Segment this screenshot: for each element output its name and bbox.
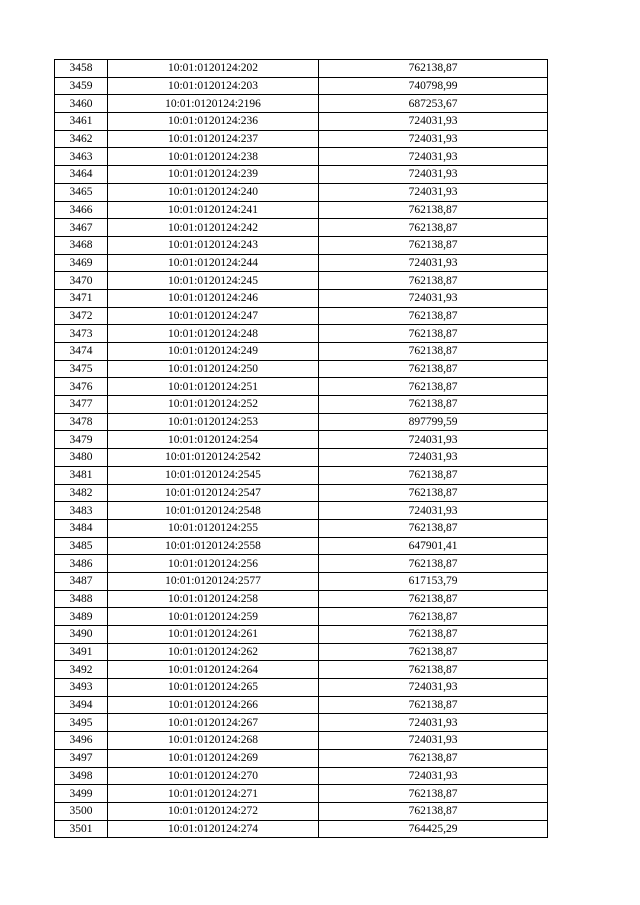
cadastral-number-cell: 10:01:0120124:203 bbox=[108, 77, 319, 95]
cadastral-number-cell: 10:01:0120124:238 bbox=[108, 148, 319, 166]
cadastral-value-cell: 762138,87 bbox=[319, 643, 548, 661]
cadastral-value-cell: 762138,87 bbox=[319, 307, 548, 325]
cadastral-number-cell: 10:01:0120124:245 bbox=[108, 272, 319, 290]
cadastral-value-cell: 724031,93 bbox=[319, 502, 548, 520]
cadastral-number-cell: 10:01:0120124:2196 bbox=[108, 95, 319, 113]
cadastral-number-cell: 10:01:0120124:268 bbox=[108, 732, 319, 750]
cadastral-number-cell: 10:01:0120124:249 bbox=[108, 343, 319, 361]
cadastral-number-cell: 10:01:0120124:274 bbox=[108, 820, 319, 838]
cadastral-value-cell: 762138,87 bbox=[319, 466, 548, 484]
cadastral-value-cell: 762138,87 bbox=[319, 378, 548, 396]
row-number-cell: 3486 bbox=[55, 555, 108, 573]
table-row bbox=[55, 679, 548, 697]
cadastral-number-cell: 10:01:0120124:255 bbox=[108, 519, 319, 537]
cadastral-value-cell: 762138,87 bbox=[319, 360, 548, 378]
cadastral-value-cell: 762138,87 bbox=[319, 219, 548, 237]
table-row bbox=[55, 643, 548, 661]
cadastral-value-cell: 724031,93 bbox=[319, 166, 548, 184]
cadastral-number-cell: 10:01:0120124:254 bbox=[108, 431, 319, 449]
table-row bbox=[55, 378, 548, 396]
table-row bbox=[55, 343, 548, 361]
row-number-cell: 3491 bbox=[55, 643, 108, 661]
cadastral-number-cell: 10:01:0120124:240 bbox=[108, 183, 319, 201]
cadastral-value-cell: 762138,87 bbox=[319, 785, 548, 803]
cadastral-number-cell: 10:01:0120124:237 bbox=[108, 130, 319, 148]
row-number-cell: 3474 bbox=[55, 343, 108, 361]
row-number-cell: 3475 bbox=[55, 360, 108, 378]
cadastral-number-cell: 10:01:0120124:2548 bbox=[108, 502, 319, 520]
table-row bbox=[55, 289, 548, 307]
row-number-cell: 3501 bbox=[55, 820, 108, 838]
row-number-cell: 3480 bbox=[55, 449, 108, 467]
table-row bbox=[55, 307, 548, 325]
table-row bbox=[55, 484, 548, 502]
cadastral-value-cell: 762138,87 bbox=[319, 696, 548, 714]
cadastral-number-cell: 10:01:0120124:244 bbox=[108, 254, 319, 272]
cadastral-value-cell: 647901,41 bbox=[319, 537, 548, 555]
table-row bbox=[55, 555, 548, 573]
cadastral-number-cell: 10:01:0120124:258 bbox=[108, 590, 319, 608]
cadastral-number-cell: 10:01:0120124:250 bbox=[108, 360, 319, 378]
cadastral-value-cell: 724031,93 bbox=[319, 767, 548, 785]
row-number-cell: 3462 bbox=[55, 130, 108, 148]
cadastral-value-cell: 762138,87 bbox=[319, 236, 548, 254]
cadastral-number-cell: 10:01:0120124:251 bbox=[108, 378, 319, 396]
table-row bbox=[55, 785, 548, 803]
row-number-cell: 3463 bbox=[55, 148, 108, 166]
cadastral-value-cell: 724031,93 bbox=[319, 113, 548, 131]
table-row bbox=[55, 537, 548, 555]
cadastral-number-cell: 10:01:0120124:256 bbox=[108, 555, 319, 573]
cadastral-number-cell: 10:01:0120124:272 bbox=[108, 802, 319, 820]
row-number-cell: 3495 bbox=[55, 714, 108, 732]
cadastral-number-cell: 10:01:0120124:246 bbox=[108, 289, 319, 307]
row-number-cell: 3476 bbox=[55, 378, 108, 396]
cadastral-value-cell: 762138,87 bbox=[319, 802, 548, 820]
cadastral-number-cell: 10:01:0120124:262 bbox=[108, 643, 319, 661]
cadastral-number-cell: 10:01:0120124:252 bbox=[108, 396, 319, 414]
table-row bbox=[55, 431, 548, 449]
table-row bbox=[55, 130, 548, 148]
cadastral-number-cell: 10:01:0120124:259 bbox=[108, 608, 319, 626]
row-number-cell: 3478 bbox=[55, 413, 108, 431]
cadastral-value-cell: 724031,93 bbox=[319, 183, 548, 201]
cadastral-number-cell: 10:01:0120124:2542 bbox=[108, 449, 319, 467]
cadastral-value-cell: 724031,93 bbox=[319, 289, 548, 307]
table-row bbox=[55, 148, 548, 166]
row-number-cell: 3497 bbox=[55, 749, 108, 767]
cadastral-number-cell: 10:01:0120124:247 bbox=[108, 307, 319, 325]
table-row bbox=[55, 166, 548, 184]
cadastral-value-cell: 724031,93 bbox=[319, 431, 548, 449]
table-row bbox=[55, 802, 548, 820]
row-number-cell: 3493 bbox=[55, 679, 108, 697]
cadastral-number-cell: 10:01:0120124:239 bbox=[108, 166, 319, 184]
row-number-cell: 3477 bbox=[55, 396, 108, 414]
cadastral-number-cell: 10:01:0120124:253 bbox=[108, 413, 319, 431]
cadastral-value-cell: 724031,93 bbox=[319, 714, 548, 732]
row-number-cell: 3464 bbox=[55, 166, 108, 184]
table-row bbox=[55, 572, 548, 590]
table-row bbox=[55, 820, 548, 838]
cadastral-value-cell: 687253,67 bbox=[319, 95, 548, 113]
row-number-cell: 3467 bbox=[55, 219, 108, 237]
cadastral-number-cell: 10:01:0120124:265 bbox=[108, 679, 319, 697]
row-number-cell: 3461 bbox=[55, 113, 108, 131]
cadastral-value-cell: 762138,87 bbox=[319, 201, 548, 219]
row-number-cell: 3499 bbox=[55, 785, 108, 803]
row-number-cell: 3460 bbox=[55, 95, 108, 113]
table-row bbox=[55, 502, 548, 520]
cadastral-number-cell: 10:01:0120124:2547 bbox=[108, 484, 319, 502]
table-row bbox=[55, 254, 548, 272]
table-row bbox=[55, 749, 548, 767]
table-row bbox=[55, 413, 548, 431]
row-number-cell: 3488 bbox=[55, 590, 108, 608]
table-row bbox=[55, 325, 548, 343]
table-row bbox=[55, 466, 548, 484]
row-number-cell: 3498 bbox=[55, 767, 108, 785]
row-number-cell: 3466 bbox=[55, 201, 108, 219]
row-number-cell: 3473 bbox=[55, 325, 108, 343]
cadastral-value-cell: 762138,87 bbox=[319, 661, 548, 679]
table-row bbox=[55, 113, 548, 131]
row-number-cell: 3484 bbox=[55, 519, 108, 537]
cadastral-value-cell: 762138,87 bbox=[319, 272, 548, 290]
cadastral-number-cell: 10:01:0120124:2545 bbox=[108, 466, 319, 484]
table-row bbox=[55, 608, 548, 626]
cadastral-value-cell: 724031,93 bbox=[319, 449, 548, 467]
cadastral-value-cell: 762138,87 bbox=[319, 519, 548, 537]
row-number-cell: 3500 bbox=[55, 802, 108, 820]
row-number-cell: 3471 bbox=[55, 289, 108, 307]
table-row bbox=[55, 95, 548, 113]
row-number-cell: 3496 bbox=[55, 732, 108, 750]
cadastral-number-cell: 10:01:0120124:202 bbox=[108, 60, 319, 78]
cadastral-number-cell: 10:01:0120124:236 bbox=[108, 113, 319, 131]
cadastral-value-cell: 724031,93 bbox=[319, 679, 548, 697]
cadastral-number-cell: 10:01:0120124:243 bbox=[108, 236, 319, 254]
cadastral-value-cell: 762138,87 bbox=[319, 60, 548, 78]
row-number-cell: 3465 bbox=[55, 183, 108, 201]
row-number-cell: 3479 bbox=[55, 431, 108, 449]
cadastral-value-cell: 897799,59 bbox=[319, 413, 548, 431]
row-number-cell: 3492 bbox=[55, 661, 108, 679]
cadastral-number-cell: 10:01:0120124:241 bbox=[108, 201, 319, 219]
table-row bbox=[55, 77, 548, 95]
cadastral-number-cell: 10:01:0120124:2577 bbox=[108, 572, 319, 590]
cadastral-number-cell: 10:01:0120124:261 bbox=[108, 626, 319, 644]
row-number-cell: 3468 bbox=[55, 236, 108, 254]
cadastral-value-cell: 762138,87 bbox=[319, 555, 548, 573]
table-row bbox=[55, 519, 548, 537]
row-number-cell: 3485 bbox=[55, 537, 108, 555]
cadastral-number-cell: 10:01:0120124:271 bbox=[108, 785, 319, 803]
row-number-cell: 3490 bbox=[55, 626, 108, 644]
table-row bbox=[55, 60, 548, 78]
cadastral-value-cell: 762138,87 bbox=[319, 749, 548, 767]
cadastral-number-cell: 10:01:0120124:264 bbox=[108, 661, 319, 679]
cadastral-value-cell: 762138,87 bbox=[319, 325, 548, 343]
table-row bbox=[55, 183, 548, 201]
cadastral-value-cell: 762138,87 bbox=[319, 590, 548, 608]
row-number-cell: 3483 bbox=[55, 502, 108, 520]
cadastral-number-cell: 10:01:0120124:248 bbox=[108, 325, 319, 343]
cadastral-value-cell: 724031,93 bbox=[319, 130, 548, 148]
cadastral-value-cell: 762138,87 bbox=[319, 396, 548, 414]
cadastral-value-cell: 724031,93 bbox=[319, 148, 548, 166]
row-number-cell: 3458 bbox=[55, 60, 108, 78]
row-number-cell: 3470 bbox=[55, 272, 108, 290]
cadastral-number-cell: 10:01:0120124:270 bbox=[108, 767, 319, 785]
row-number-cell: 3482 bbox=[55, 484, 108, 502]
cadastral-number-cell: 10:01:0120124:267 bbox=[108, 714, 319, 732]
cadastral-value-cell: 762138,87 bbox=[319, 608, 548, 626]
row-number-cell: 3487 bbox=[55, 572, 108, 590]
table-row bbox=[55, 714, 548, 732]
cadastral-value-cell: 764425,29 bbox=[319, 820, 548, 838]
cadastral-number-cell: 10:01:0120124:266 bbox=[108, 696, 319, 714]
row-number-cell: 3481 bbox=[55, 466, 108, 484]
cadastral-value-cell: 724031,93 bbox=[319, 254, 548, 272]
row-number-cell: 3459 bbox=[55, 77, 108, 95]
table-row bbox=[55, 360, 548, 378]
table-row bbox=[55, 449, 548, 467]
table-row bbox=[55, 696, 548, 714]
row-number-cell: 3489 bbox=[55, 608, 108, 626]
cadastral-value-cell: 762138,87 bbox=[319, 626, 548, 644]
table-row bbox=[55, 201, 548, 219]
cadastral-number-cell: 10:01:0120124:269 bbox=[108, 749, 319, 767]
cadastral-number-cell: 10:01:0120124:242 bbox=[108, 219, 319, 237]
row-number-cell: 3494 bbox=[55, 696, 108, 714]
cadastral-value-cell: 740798,99 bbox=[319, 77, 548, 95]
table-row bbox=[55, 236, 548, 254]
row-number-cell: 3469 bbox=[55, 254, 108, 272]
cadastral-value-cell: 617153,79 bbox=[319, 572, 548, 590]
table-row bbox=[55, 590, 548, 608]
table-body bbox=[55, 60, 548, 838]
table-row bbox=[55, 732, 548, 750]
table-row bbox=[55, 626, 548, 644]
table-row bbox=[55, 767, 548, 785]
cadastral-value-cell: 762138,87 bbox=[319, 343, 548, 361]
cadastral-value-table bbox=[54, 59, 548, 838]
cadastral-number-cell: 10:01:0120124:2558 bbox=[108, 537, 319, 555]
cadastral-value-cell: 762138,87 bbox=[319, 484, 548, 502]
table-row bbox=[55, 219, 548, 237]
cadastral-value-cell: 724031,93 bbox=[319, 732, 548, 750]
row-number-cell: 3472 bbox=[55, 307, 108, 325]
table-row bbox=[55, 661, 548, 679]
table-row bbox=[55, 272, 548, 290]
table-row bbox=[55, 396, 548, 414]
